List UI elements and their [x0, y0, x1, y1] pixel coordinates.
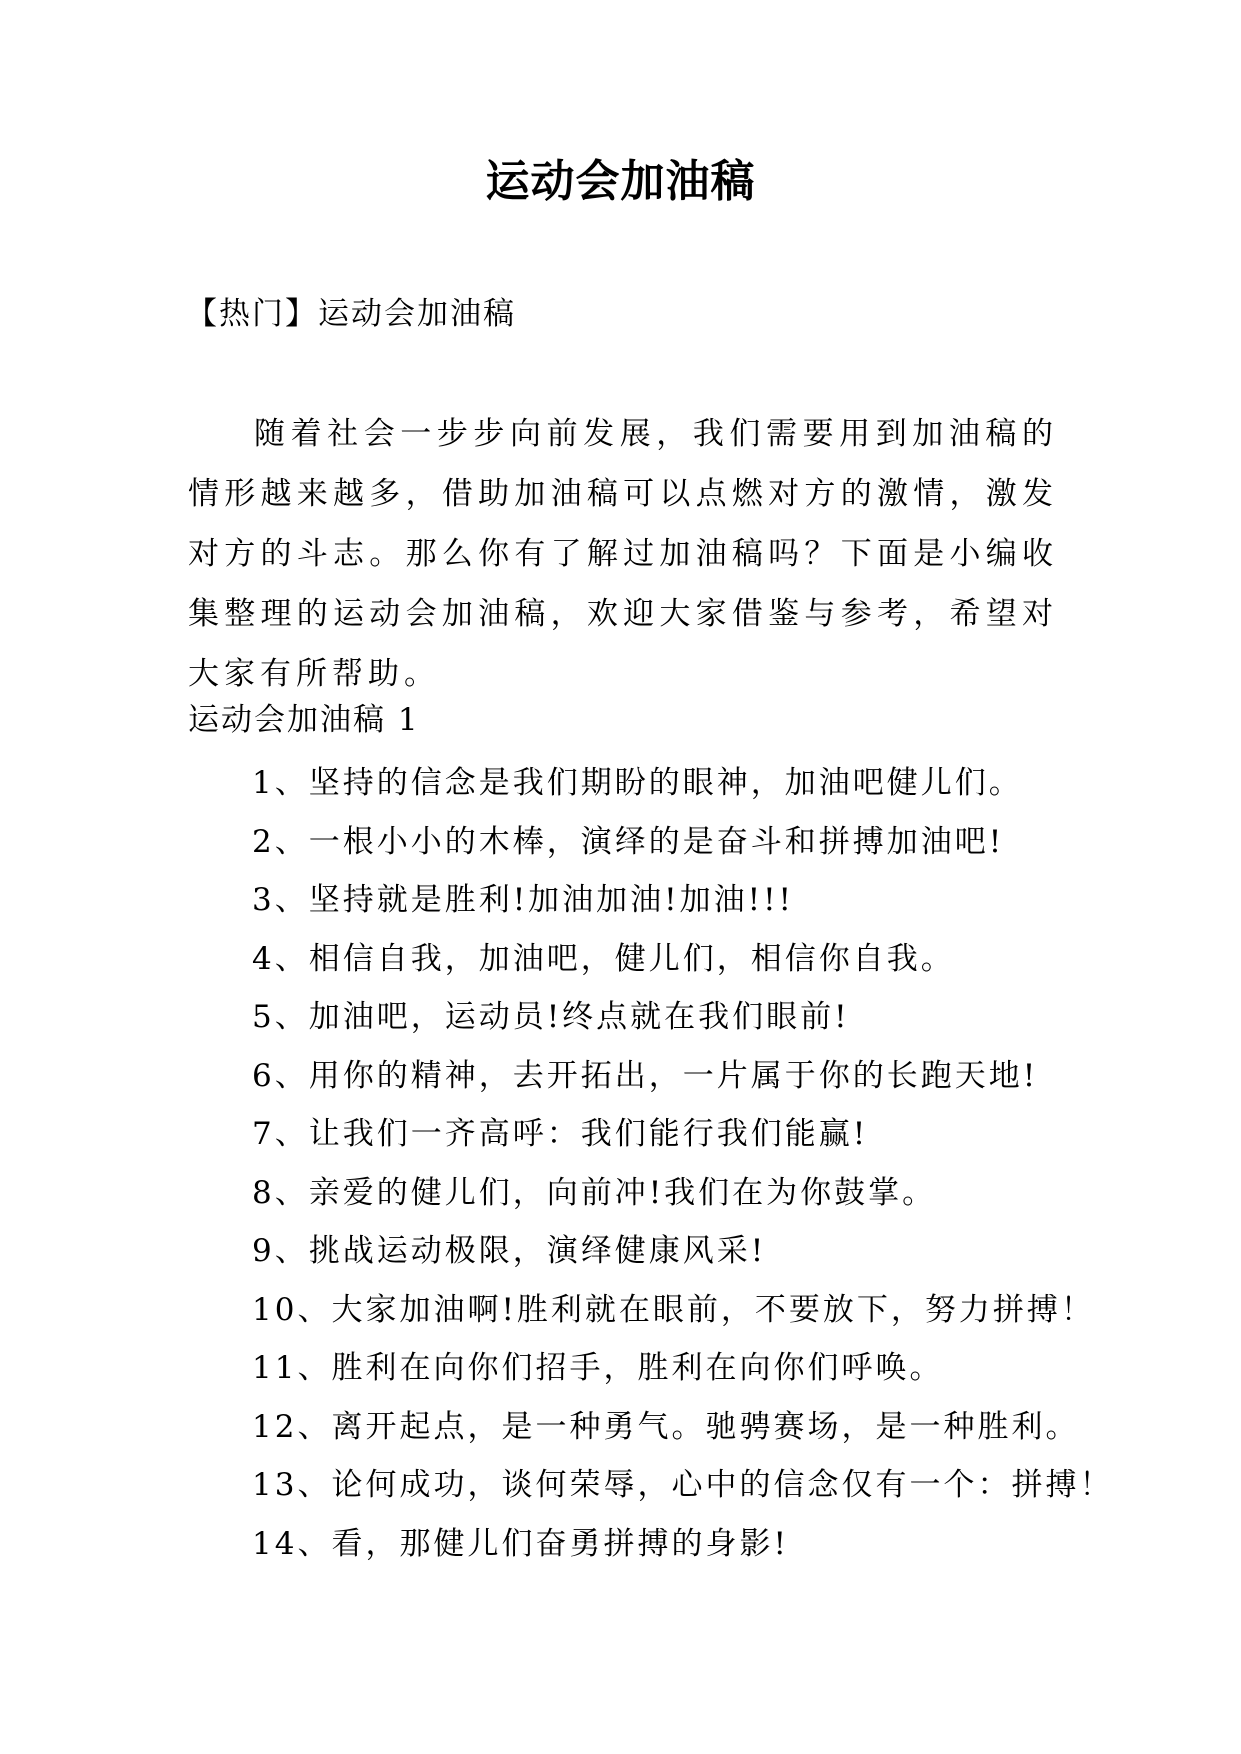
- document-title: 运动会加油稿: [485, 156, 756, 207]
- list-item: 3、坚持就是胜利!加油加油!加油!!!: [252, 882, 795, 918]
- list-item: 7、让我们一齐高呼：我们能行我们能赢!: [252, 1116, 869, 1152]
- document-subtitle: 【热门】运动会加油稿: [186, 296, 516, 332]
- list-item: 12、离开起点，是一种勇气。驰骋赛场，是一种胜利。: [252, 1408, 1080, 1445]
- list-item: 13、论何成功，谈何荣辱，心中的信念仅有一个：拼搏！: [252, 1467, 1114, 1503]
- list-item: 8、亲爱的健儿们，向前冲!我们在为你鼓掌。: [252, 1174, 937, 1211]
- list-item: 10、大家加油啊!胜利就在眼前，不要放下，努力拼搏！: [252, 1291, 1095, 1328]
- list-item: 9、挑战运动极限，演绎健康风采!: [252, 1233, 767, 1269]
- list-item: 6、用你的精神，去开拓出，一片属于你的长跑天地!: [252, 1057, 1039, 1094]
- section-heading: 运动会加油稿 1: [188, 702, 420, 738]
- cheer-list: [252, 754, 1152, 1573]
- list-item: 11、胜利在向你们招手，胜利在向你们呼唤。: [252, 1350, 944, 1386]
- intro-paragraph: 随着社会一步步向前发展，我们需要用到加油稿的情形越来越多，借助加油稿可以点燃对方的激情，激发对方的斗志。那么你有了解过加油稿吗？下面是小编收集整理的运动会加油稿，欢迎大家借鉴与参考，希望对大家有所帮助。: [188, 416, 1058, 692]
- list-item: 4、相信自我，加油吧，健儿们，相信你自我。: [252, 940, 955, 977]
- list-item: 14、看，那健儿们奋勇拼搏的身影!: [252, 1525, 789, 1562]
- list-item: 1、坚持的信念是我们期盼的眼神，加油吧健儿们。: [252, 765, 1023, 801]
- list-item: 5、加油吧，运动员!终点就在我们眼前!: [252, 999, 850, 1035]
- list-item: 2、一根小小的木棒，演绎的是奋斗和拼搏加油吧!: [252, 823, 1005, 860]
